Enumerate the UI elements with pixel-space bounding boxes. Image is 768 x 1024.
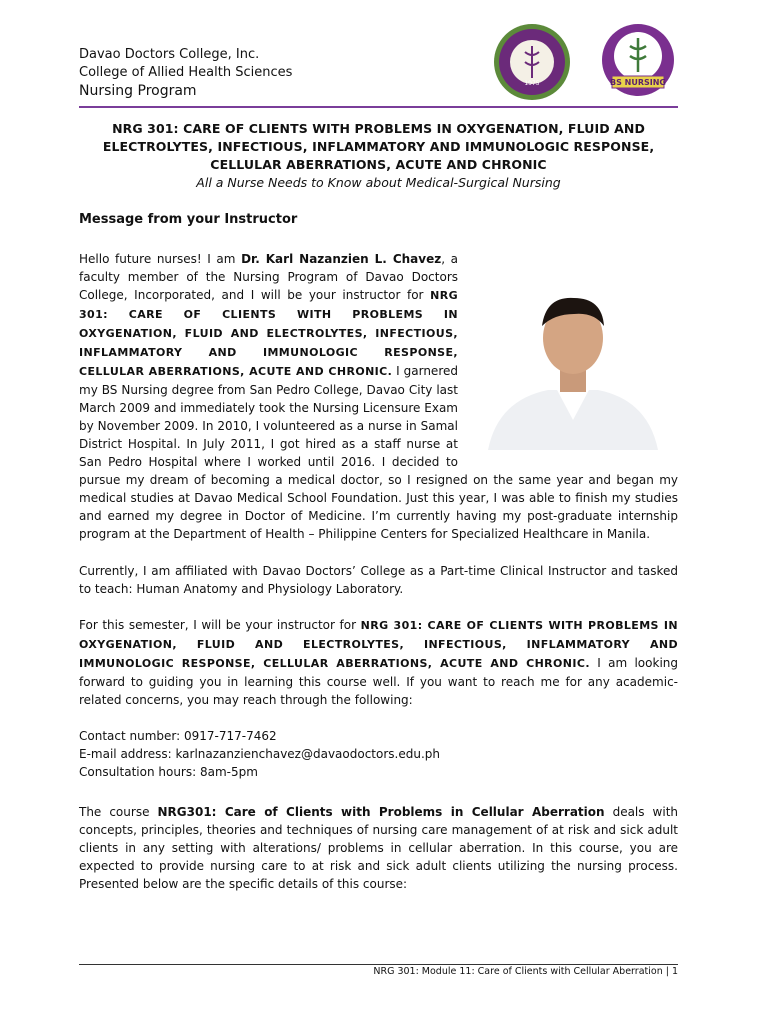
course-subtitle: All a Nurse Needs to Know about Medical-Surgical Nursing — [196, 175, 561, 190]
contact-block — [79, 727, 678, 781]
affiliation-paragraph: Currently, I am affiliated with Davao Doctors’ College as a Part-time Clinical Instructor and tasked to teach: Human Anatomy and Physiology Laboratory. — [79, 564, 678, 596]
program-name: Nursing Program — [79, 83, 197, 99]
course-title — [79, 120, 678, 174]
instructor-photo — [468, 260, 678, 450]
course-code-caps: NRG 301: CARE OF CLIENTS WITH PROBLEMS IN OXYGENATION, FLUID AND ELECTROLYTES, INFECTIOUS, INFLAMMATORY AND IMMUNOLOGIC RESPONSE, CELLULAR ABERRATIONS, ACUTE AND CHRONIC. — [79, 289, 458, 378]
section-heading: Message from your Instructor — [79, 212, 298, 227]
bs-nursing-logo — [602, 24, 674, 96]
semester-paragraph: For this semester, I will be your instructor for NRG 301: CARE OF CLIENTS WITH PROBLEMS IN OXYGENATION, FLUID AND ELECTROLYTES, INFECTIOUS, INFLAMMATORY AND IMMUNOLOGIC RESPONSE, CELLULAR ABERRATIONS, ACUTE AND CHRONIC. I am looking forward to guiding you in learning this course well. If you want to reach me for any academic-related concerns, you may reach through the following: — [79, 618, 678, 707]
title-line-2: ELECTROLYTES, INFECTIOUS, INFLAMMATORY AND IMMUNOLOGIC RESPONSE, — [102, 139, 655, 154]
footer-divider — [79, 964, 678, 965]
course-description-paragraph: The course NRG301: Care of Clients with Problems in Cellular Aberration deals with concepts, principles, theories and techniques of nursing care management of at risk and sick adult clients in any setting with alterations/ problems in cellular aberration. In this course, you are expected to provide nursing care to at risk and sick adult clients utilizing the nursing process. Presented below are the specific details of this course: — [79, 805, 679, 891]
institution-name: Davao Doctors College, Inc. — [79, 47, 260, 62]
title-line-1: NRG 301: CARE OF CLIENTS WITH PROBLEMS IN OXYGENATION, FLUID AND — [112, 121, 645, 136]
college-seal-logo — [494, 24, 570, 100]
intro-paragraph: Hello future nurses! I am Dr. Karl Nazanzien L. Chavez, a faculty member of the Nursing Program of Davao Doctors College, Incorporated, and I will be your instructor for NRG 301: CARE OF CLIENTS WITH PROBLEMS IN OXYGENATION, FLUID AND ELECTROLYTES, INFECTIOUS, INFLAMMATORY AND IMMUNOLOGIC RESPONSE, CELLULAR ABERRATIONS, ACUTE AND CHRONIC. I garnered my BS Nursing degree from San Pedro College, Davao City last March 2009 and immediately took the Nursing Licensure Exam by November 2009. In 2010, I volunteered as a nurse in Samal District Hospital. In July 2011, I got hired as a staff nurse at San Pedro Hospital where I worked until 2016. I decided to pursue my dream of becoming a medical doctor, so I resigned on the same year and began my medical studies at Davao Medical School Foundation. Just this year, I was able to finish my studies and earned my degree in Doctor of Medicine. I’m currently having my post-graduate internship program at the Department of Health – Philippine Centers for Specialized Healthcare in Manila. — [79, 252, 678, 541]
contact-email: E-mail address: karlnazanzienchavez@davaodoctors.edu.ph — [79, 747, 440, 761]
course-name: NRG301: Care of Clients with Problems in Cellular Aberration — [157, 805, 605, 819]
logo-banner-text: BS NURSING — [610, 78, 666, 87]
college-name: College of Allied Health Sciences — [79, 65, 293, 80]
course-code-caps: NRG 301: CARE OF CLIENTS WITH PROBLEMS IN OXYGENATION, FLUID AND ELECTROLYTES, INFECTIOUS, INFLAMMATORY AND IMMUNOLOGIC RESPONSE, CELLULAR ABERRATIONS, ACUTE AND CHRONIC. — [79, 619, 678, 670]
page-footer: NRG 301: Module 11: Care of Clients with Cellular Aberration | 1 — [373, 966, 678, 977]
instructor-portrait-icon — [468, 260, 678, 450]
instructor-name: Dr. Karl Nazanzien L. Chavez — [241, 252, 442, 266]
contact-number: Contact number: 0917-717-7462 — [79, 729, 277, 743]
college-logos — [492, 22, 678, 102]
title-line-3: CELLULAR ABERRATIONS, ACUTE AND CHRONIC — [210, 157, 547, 172]
institution-block — [79, 46, 292, 100]
consultation-hours: Consultation hours: 8am-5pm — [79, 765, 258, 779]
seal-year: 1975 — [524, 80, 540, 87]
header-divider — [79, 106, 678, 108]
